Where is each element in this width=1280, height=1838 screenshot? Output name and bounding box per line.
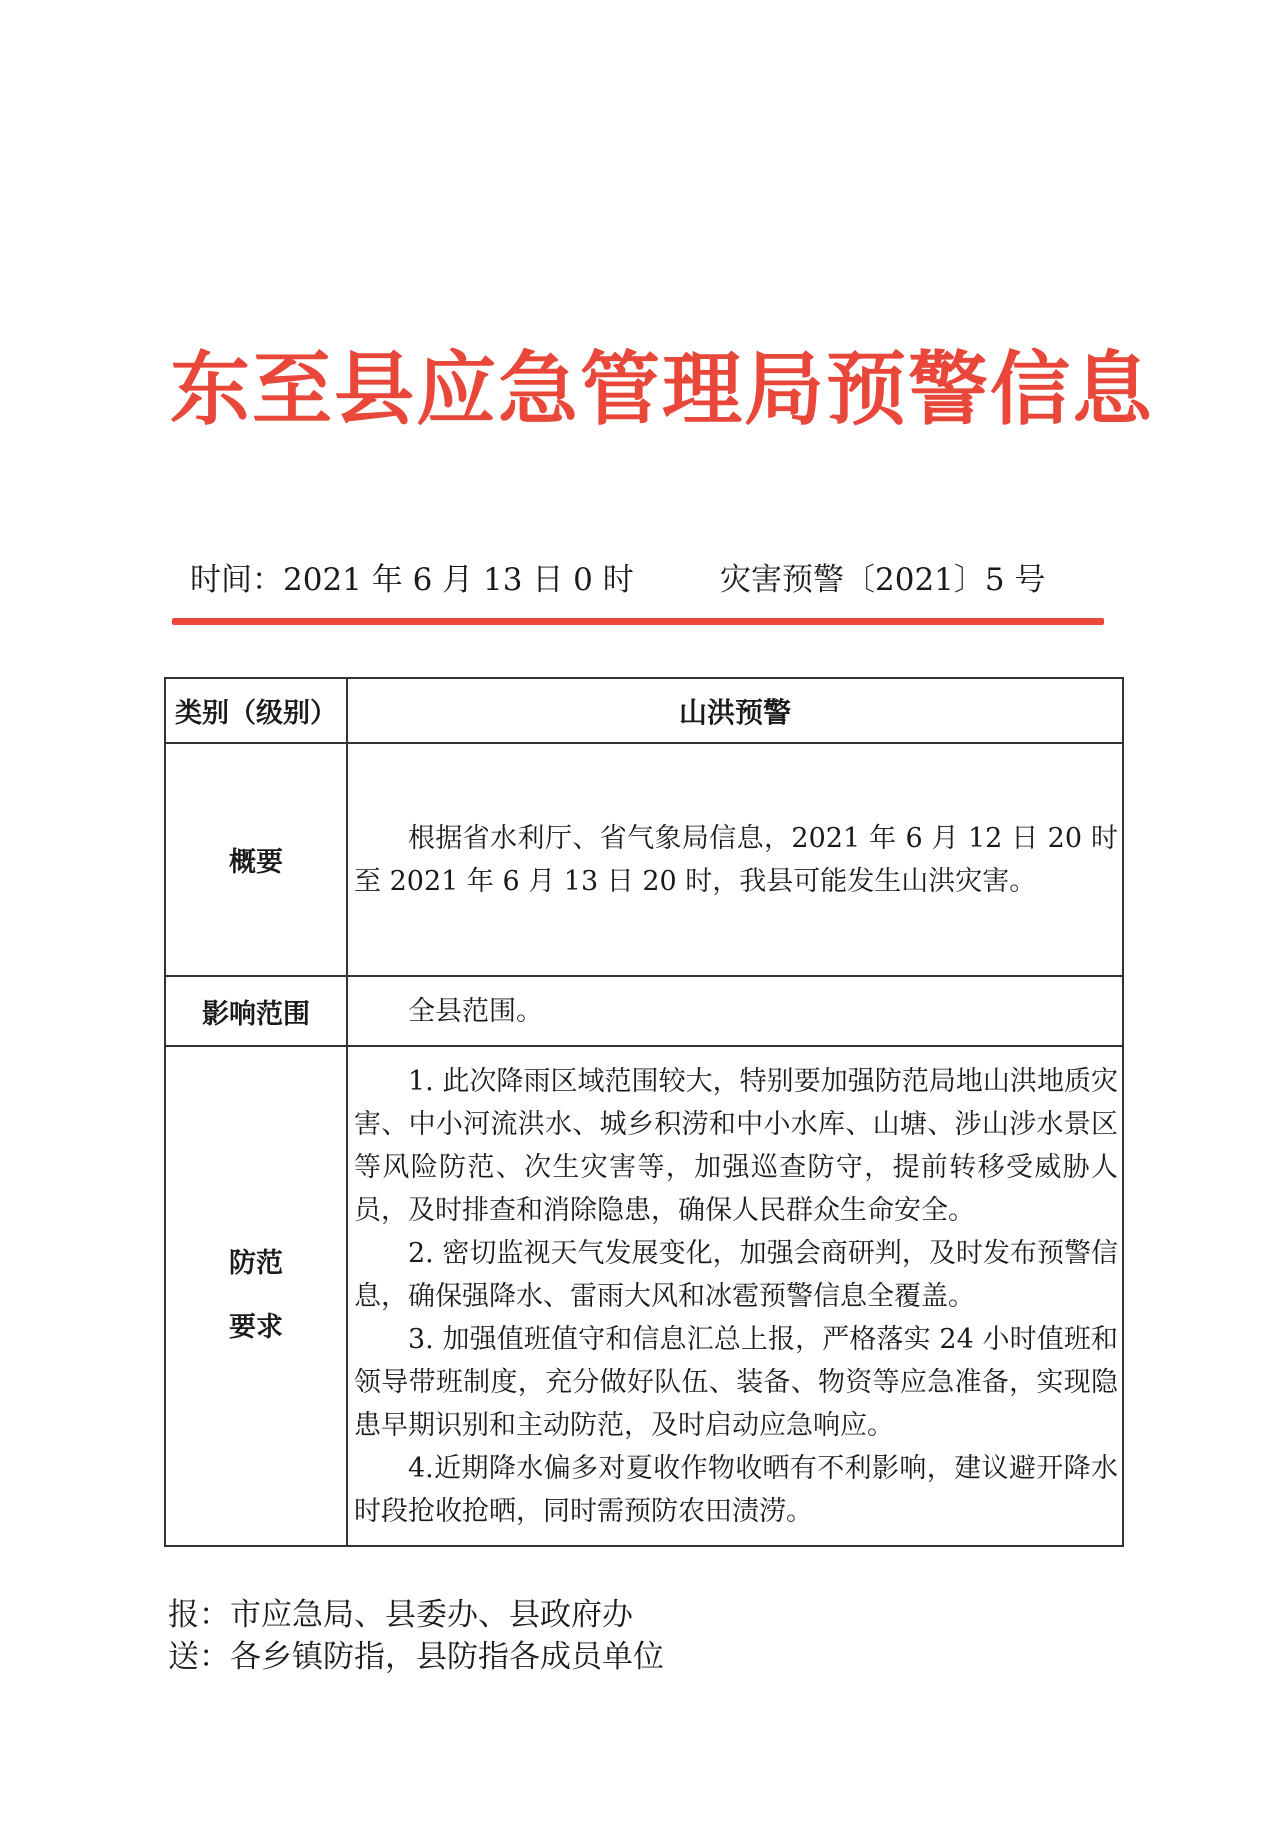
report-to-line: 报：市应急局、县委办、县政府办 — [168, 1597, 633, 1633]
requirement-item-3: 3. 加强值班值守和信息汇总上报，严格落实 24 小时值班和领导带班制度，充分做好队伍、装备、物资等应急准备，实现隐患早期识别和主动防范，及时启动应急响应。 — [354, 1323, 1118, 1441]
category-label: 类别（级别） — [165, 678, 347, 743]
scope-text: 全县范围。 — [408, 995, 543, 1027]
requirements-label — [165, 1046, 347, 1546]
send-to-line: 送：各乡镇防指，县防指各成员单位 — [168, 1639, 664, 1675]
category-value: 山洪预警 — [347, 678, 1123, 743]
requirement-item-1: 1. 此次降雨区域范围较大，特别要加强防范局地山洪地质灾害、中小河流洪水、城乡积涝和中小水库、山塘、涉山涉水景区等风险防范、次生灾害等，加强巡查防守，提前转移受威胁人员，及时排查和消除隐患，确保人民群众生命安全。 — [354, 1065, 1118, 1226]
requirements-cell — [347, 1046, 1123, 1546]
scope-cell — [347, 976, 1123, 1046]
document-title: 东至县应急管理局预警信息 — [170, 343, 1154, 436]
requirements-label-line1: 防范 — [229, 1248, 283, 1279]
requirement-item-2: 2. 密切监视天气发展变化，加强会商研判，及时发布预警信息，确保强降水、雷雨大风和冰雹预警信息全覆盖。 — [354, 1237, 1118, 1312]
table-row — [165, 678, 1123, 743]
table-row — [165, 976, 1123, 1046]
summary-text: 根据省水利厅、省气象局信息，2021 年 6 月 12 日 20 时至 2021 年 6 月 13 日 20 时，我县可能发生山洪灾害。 — [354, 822, 1118, 897]
requirement-item-4: 4.近期降水偏多对夏收作物收晒有不利影响，建议避开降水时段抢收抢晒，同时需预防农田渍涝。 — [354, 1452, 1118, 1527]
summary-cell — [347, 743, 1123, 976]
issue-time: 时间：2021 年 6 月 13 日 0 时 — [190, 562, 634, 598]
red-divider — [172, 618, 1104, 625]
table-row — [165, 743, 1123, 976]
document-number: 灾害预警〔2021〕5 号 — [720, 562, 1046, 598]
table-row — [165, 1046, 1123, 1546]
summary-label: 概要 — [165, 743, 347, 976]
scope-label: 影响范围 — [165, 976, 347, 1046]
distribution-footer — [168, 1594, 664, 1678]
warning-table — [164, 677, 1124, 1547]
requirements-label-line2: 要求 — [229, 1312, 283, 1343]
